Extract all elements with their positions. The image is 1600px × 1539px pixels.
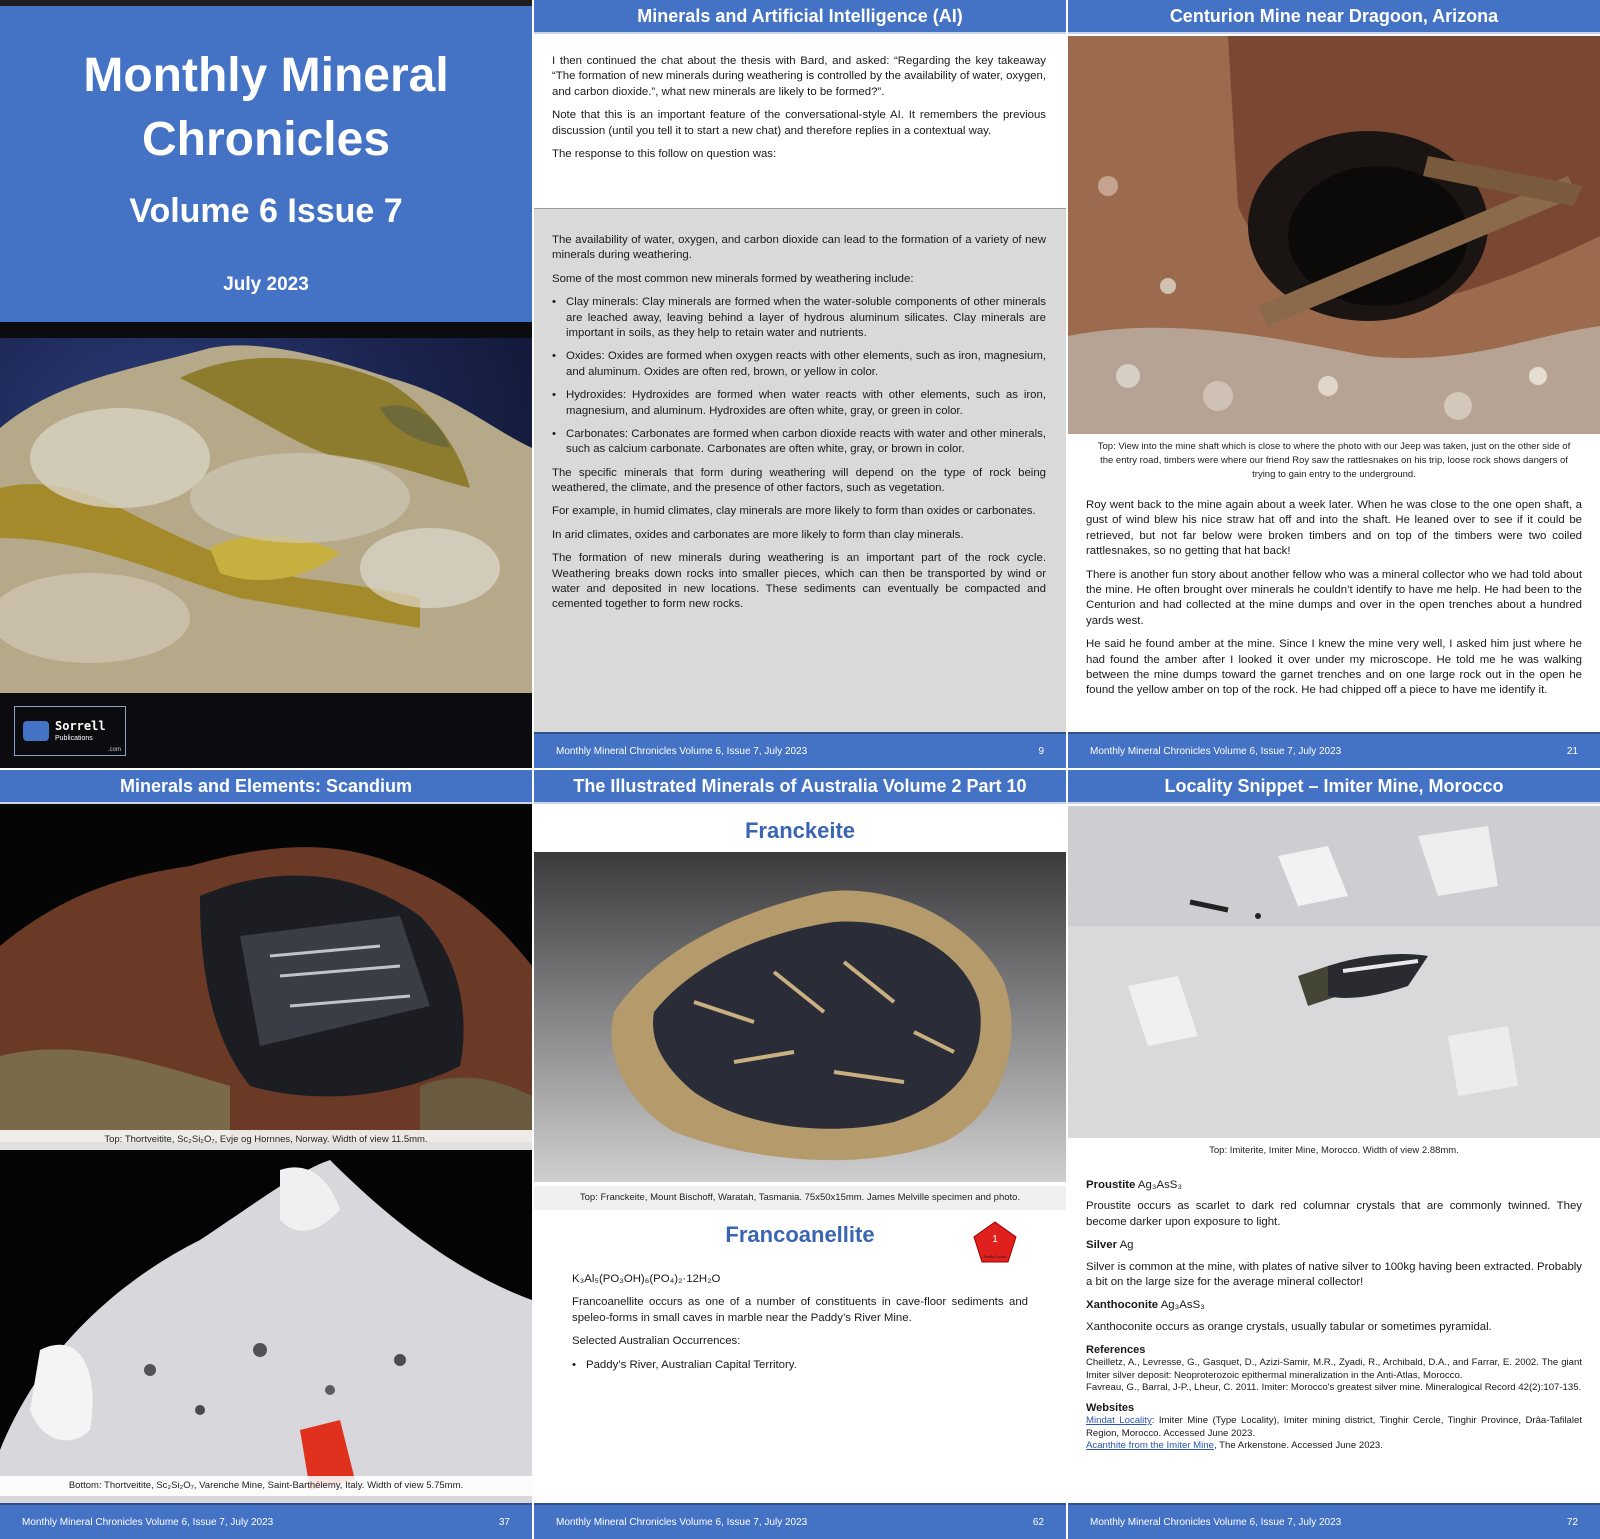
franckeite-photo (534, 852, 1066, 1182)
publisher-logo[interactable] (14, 706, 126, 756)
page-9-intro (552, 54, 1046, 170)
xanthoconite-formula: Ag₃AsS₃ (1160, 1299, 1205, 1312)
xanthoconite-title (1086, 1298, 1582, 1313)
thortveitite-photo-bottom (0, 1150, 532, 1504)
page-62 (534, 770, 1066, 1539)
logo-name: Sorrell (55, 719, 106, 733)
rarity-badge (972, 1220, 1018, 1266)
silver-name: Silver (1086, 1239, 1118, 1252)
ai-response-text (552, 233, 1046, 621)
mine-shaft-photo (1068, 36, 1600, 434)
page-72-footer (1068, 1503, 1600, 1539)
cover-title-block (0, 0, 532, 322)
body-paragraph: Roy went back to the mine again about a week later. When he was close to the one open shaft, a gust of wind blew his nice straw hat off and into the shaft. He leaned over to see if it could be retrieved, but not far below were broken timbers and on top of the timbers were two coiled rattlesnakes, so no getting that hat back! (1086, 499, 1582, 558)
silver-formula: Ag (1119, 1239, 1134, 1252)
intro-paragraph: The response to this follow on question was: (552, 147, 777, 160)
cover-title-line1: Monthly Mineral (83, 49, 449, 102)
arkenstone-link[interactable]: Acanthite from the Imiter Mine (1086, 1440, 1214, 1452)
footer-text: Monthly Mineral Chronicles Volume 6, Issue 7, July 2023 (556, 746, 808, 757)
xanthoconite-description: Xanthoconite occurs as orange crystals, usually tabular or sometimes pyramidal. (1086, 1320, 1492, 1333)
page-72 (1068, 770, 1600, 1539)
intro-paragraph: I then continued the chat about the thesis with Bard, and asked: “Regarding the key takeaway “The formation of new minerals during weathering is controlled by the availability of water, oxygen, and carbon dioxide.”, what new minerals are likely to be formed?”. (552, 55, 1046, 98)
proustite-title (1086, 1178, 1582, 1193)
imiterite-photo (1068, 806, 1600, 1138)
cover-specimen-image (0, 338, 532, 693)
footer-text: Monthly Mineral Chronicles Volume 6, Issue 7, July 2023 (22, 1517, 274, 1528)
response-bullet: • Clay minerals: Clay minerals are formed when the water-soluble components of other minerals are leached away, leaving behind a layer of hydrous aluminum silicates. Clay minerals are important in soils, as they help to retain water and nutrients. (552, 295, 1046, 341)
page-21-header: Centurion Mine near Dragoon, Arizona (1068, 0, 1600, 34)
page-62-body (572, 1272, 1028, 1381)
thortveitite-image-top (0, 806, 532, 1142)
silver-description: Silver is common at the mine, with plates of native silver to 100kg having been extracted. Probably a bit on the large size for the average mineral collector! (1086, 1260, 1582, 1288)
thortveitite-caption-top: Top: Thortveitite, Sc₂Si₂O₇, Evje og Hornnes, Norway. Width of view 11.5mm. (0, 1130, 532, 1150)
proustite-description: Proustite occurs as scarlet to dark red columnar crystals that are commonly twinned. They become darker upon exposure to light. (1086, 1200, 1582, 1228)
occurrence-item: • Paddy’s River, Australian Capital Territory. (572, 1358, 1028, 1373)
body-paragraph: He said he found amber at the mine. Since I knew the mine very well, I asked him just where he had found the amber after I looked it over under my microscope. He told me he was walking between the mine dumps toward the garnet trenches and on one large rock out in the open he found the yellow amber on top of the rock. He had chipped off a piece to have me identify it. (1086, 638, 1582, 697)
body-paragraph: There is another fun story about another fellow who was a mineral collector who we had told about the mine. He often brought over minerals he couldn’t identify to have me help. He had been to the Centurion and had collected at the mine dumps and over in the open trenches about a hundred yards west. (1086, 568, 1582, 627)
footer-text: Monthly Mineral Chronicles Volume 6, Issue 7, July 2023 (1090, 746, 1342, 757)
mindat-link-text: : Imiter Mine (Type Locality), Imiter mining district, Tinghir Cercle, Tinghir Province, Drâa-Tafilalet Region, Morocco. Accessed June 2023. (1086, 1415, 1582, 1439)
logo-icon (23, 721, 49, 741)
response-paragraph: In arid climates, oxides and carbonates are more likely to form than clay minerals. (552, 528, 964, 541)
thortveitite-image-bottom (0, 1150, 532, 1504)
page-37 (0, 770, 532, 1539)
xanthoconite-name: Xanthoconite (1086, 1299, 1159, 1312)
mine-shaft-image (1068, 36, 1600, 434)
page-37-footer (0, 1503, 532, 1539)
proustite-formula: Ag₃AsS₃ (1137, 1179, 1183, 1191)
cover-date: July 2023 (223, 274, 309, 295)
mine-photo-caption: Top: View into the mine shaft which is close to where the photo with our Jeep was taken, just on the other side of the entry road, timbers were where our friend Roy saw the rattlesnakes on his trip, loose rock shows dangers of trying to gain entry to the underground. (1097, 441, 1571, 480)
page-9-footer (534, 732, 1066, 768)
page-37-header: Minerals and Elements: Scandium (0, 770, 532, 804)
page-number: 21 (1566, 746, 1578, 757)
response-paragraph: The availability of water, oxygen, and carbon dioxide can lead to the formation of a variety of new minerals during weathering. (552, 234, 1046, 262)
page-72-body (1086, 1178, 1582, 1453)
francoanellite-heading: Francoanellite (725, 1222, 875, 1247)
page-21-body (1086, 498, 1582, 707)
intro-paragraph: Note that this is an important feature of the conversational-style AI. It remembers the previous discussion (until you tell it to start a new chat) and therefore replies in a contextual way. (552, 109, 1046, 137)
page-21-footer (1068, 732, 1600, 768)
page-9 (534, 0, 1066, 768)
franckeite-image (534, 852, 1066, 1182)
websites-title: Websites (1086, 1401, 1135, 1414)
response-paragraph: The specific minerals that form during weathering will depend on the type of rock being weathered, the climate, and the presence of other factors, such as vegetation. (552, 466, 1046, 495)
occurrences-title: Selected Australian Occurrences: (572, 1335, 741, 1348)
rarity-label: Rarity Factor (983, 1254, 1007, 1259)
thortveitite-caption-bottom: Bottom: Thortveitite, Sc₂Si₂O₇, Varenche Mine, Saint-Barthélemy, Italy. Width of view 5.75mm. (0, 1476, 532, 1496)
cover-mineral-photo (0, 338, 532, 693)
website-item (1086, 1440, 1582, 1452)
page-21 (1068, 0, 1600, 768)
response-bullet: • Carbonates: Carbonates are formed when carbon dioxide reacts with water and other minerals, such as calcium carbonate. Carbonates are often white, gray, or brown in color. (552, 427, 1046, 458)
page-62-footer (534, 1503, 1066, 1539)
page-number: 72 (1566, 1517, 1578, 1528)
response-bullet: • Oxides: Oxides are formed when oxygen reacts with other elements, such as iron, magnesium, and aluminum. Oxides are often red, brown, or yellow in color. (552, 349, 1046, 380)
logo-domain: .com (107, 747, 121, 753)
page-number: 62 (1032, 1517, 1044, 1528)
response-bullet: • Hydroxides: Hydroxides are formed when water reacts with other elements, such as iron, magnesium, and aluminum. Hydroxides are often white, gray, or green in color. (552, 388, 1046, 419)
francoanellite-formula: K₃Al₅(PO₃OH)₆(PO₄)₂·12H₂O (572, 1273, 721, 1285)
reference-item: Cheilletz, A., Levresse, G., Gasquet, D., Azizi-Samir, M.R., Zyadi, R., Archibald, D.A., and Farrar, E. 2002. The giant Imiter silver deposit: Neoproterozoic epithermal mineralization in the Anti-Atlas, Morocco. (1086, 1357, 1582, 1381)
footer-text: Monthly Mineral Chronicles Volume 6, Issue 7, July 2023 (556, 1517, 808, 1528)
proustite-name: Proustite (1086, 1179, 1136, 1191)
website-item (1086, 1415, 1582, 1440)
cover-title-line2: Chronicles (141, 113, 391, 166)
page-72-header: Locality Snippet – Imiter Mine, Morocco (1068, 770, 1600, 804)
imiterite-caption: Top: Imiterite, Imiter Mine, Morocco. Width of view 2.88mm. (1209, 1145, 1459, 1156)
response-paragraph: Some of the most common new minerals formed by weathering include: (552, 272, 914, 285)
page-62-header: The Illustrated Minerals of Australia Volume 2 Part 10 (534, 770, 1066, 804)
ai-response-box (534, 208, 1066, 732)
page-number: 37 (498, 1517, 510, 1528)
rarity-number: 1 (992, 1234, 998, 1245)
francoanellite-description: Francoanellite occurs as one of a number of constituents in cave-floor sediments and speleo-forms in small caves in marble near the Paddy’s River Mine. (572, 1296, 1028, 1324)
page-9-header: Minerals and Artificial Intelligence (AI) (534, 0, 1066, 34)
thortveitite-photo-top (0, 806, 532, 1142)
cover-volume: Volume 6 Issue 7 (129, 192, 403, 230)
mindat-link[interactable]: Mindat Locality (1086, 1415, 1152, 1427)
response-paragraph: For example, in humid climates, clay minerals are more likely to form than oxides or carbonates. (552, 505, 1036, 518)
cover-page (0, 0, 532, 768)
references-title: References (1086, 1344, 1146, 1357)
imiterite-image (1068, 806, 1600, 1138)
response-paragraph: The formation of new minerals during weathering is an important part of the rock cycle. Weathering breaks down rocks into smaller pieces, which can then be transported by wind or water and deposited in new locations. These sediments can eventually be compacted and cemented together to form new rocks. (552, 552, 1046, 611)
franckeite-caption: Top: Franckeite, Mount Bischoff, Waratah, Tasmania. 75x50x15mm. James Melville specimen and photo. (534, 1186, 1066, 1210)
footer-text: Monthly Mineral Chronicles Volume 6, Issue 7, July 2023 (1090, 1517, 1342, 1528)
reference-item: Favreau, G., Barral, J-P., Lheur, C. 2011. Imiter: Morocco's greatest silver mine. Mineralogical Record 42(2):107-135. (1086, 1382, 1582, 1394)
page-number: 9 (1038, 746, 1044, 757)
logo-sub: Publications (55, 735, 93, 742)
silver-title (1086, 1238, 1582, 1253)
arkenstone-link-text: , The Arkenstone. Accessed June 2023. (1213, 1440, 1383, 1452)
franckeite-heading: Franckeite (744, 818, 856, 843)
